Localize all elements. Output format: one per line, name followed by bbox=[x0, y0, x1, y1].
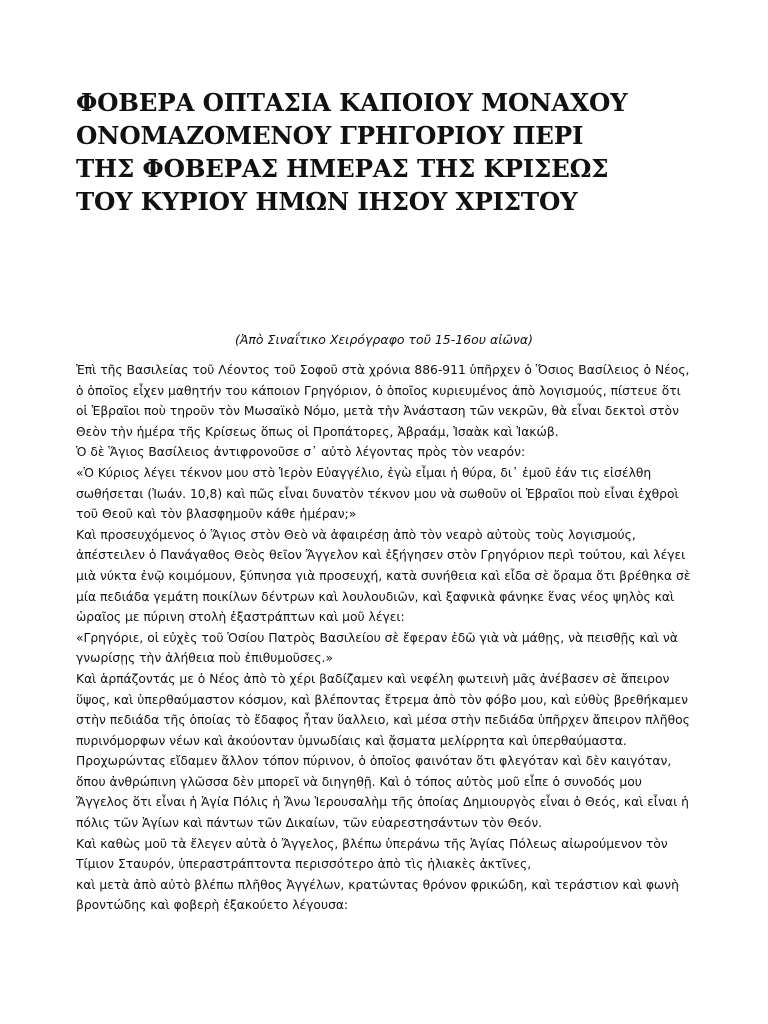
source-subtitle: (Ἀπὸ Σιναΐτικο Χειρόγραφο τοῦ 15-16ου αἰῶνα) bbox=[234, 332, 534, 347]
paragraph: Ἐπὶ τῆς Βασιλείας τοῦ Λέοντος τοῦ Σοφοῦ στὰ χρόνια 886-911 ὑπῆρχεν ὁ Ὅσιος Βασίλειος ὁ Νέος, ὁ ὁποῖος εἶχεν μαθητήν του κάποιον Γρηγόριον, ὁ ὁποῖος κυριευμένος ἀπὸ λογισμούς, πίστευε ὅτι οἱ Ἑβραῖοι ποὺ τηροῦν τὸν Μωσαϊκὸ Νόμο, μετὰ τὴν Ἀνάσταση τῶν νεκρῶν, θὰ εἶναι δεκτοὶ στὸν Θεὸν τὴν ἡμέρα τῆς Κρίσεως ὅπως οἱ Προπάτορες, Ἀβραάμ, Ἰσαὰκ καὶ Ἰακώβ. bbox=[76, 363, 690, 439]
paragraph: Καὶ ἁρπάζοντάς με ὁ Νέος ἀπὸ τὸ χέρι βαδίζαμεν καὶ νεφέλη φωτεινὴ μᾶς ἀνέβασεν σὲ ἄπειρον ὕψος, καὶ ὑπερθαύμαστον κόσμον, καὶ βλέποντας ἔτρεμα ἀπὸ τὸν φόβο μου, καὶ εὐθὺς βρεθήκαμεν στὴν πεδιάδα τῆς ὁποίας τὸ ἔδαφος ἦταν ὕαλλειο, καὶ μέσα στὴν πεδιάδα ὑπῆρχεν ἄπειρον πλῆθος πυρινόμορφων νέων καὶ ἀκούονταν ὑμνωδίαις καὶ ᾄσματα μελίρρητα καὶ ὑπερθαύμαστα. bbox=[76, 671, 690, 748]
paragraph: «Γρηγόριε, οἱ εὐχὲς τοῦ Ὁσίου Πατρὸς Βασιλείου σὲ ἔφεραν ἐδῶ γιὰ νὰ μάθῃς, νὰ πεισθῇς καὶ νὰ γνωρίσῃς τὴν ἀλήθεια ποὺ ἐπιθυμοῦσες.» bbox=[76, 630, 678, 666]
paragraph: Ὁ δὲ Ἅγιος Βασίλειος ἀντιφρονοῦσε σ᾽ αὐτὸ λέγοντας πρὸς τὸν νεαρόν: bbox=[76, 445, 526, 460]
paragraph: Προχωρώντας εἴδαμεν ἄλλον τόπον πύρινον, ὁ ὁποῖος φαινόταν ὅτι φλεγόταν καὶ δὲν καιγόταν, ὅπου ἀνθρώπινη γλῶσσα δὲν μπορεῖ νὰ διηγηθῇ. Καὶ ὁ τόπος αὐτὸς μοῦ εἶπε ὁ συνοδός μου Ἄγγελος ὅτι εἶναι ἡ Ἁγία Πόλις ἡ Ἄνω Ἱερουσαλὴμ τῆς ὁποίας Δημιουργὸς εἶναι ὁ Θεός, καὶ εἶναι ἡ πόλις τῶν Ἁγίων καὶ πάντων τῶν Δικαίων, τῶν εὐαρεστησάντων τὸν Θεόν. bbox=[76, 754, 689, 831]
title-line: ΤΟΥ ΚΥΡΙΟΥ ΗΜΩΝ ΙΗΣΟΥ ΧΡΙΣΤΟΥ bbox=[76, 187, 578, 216]
title-line: ΦΟΒΕΡΑ ΟΠΤΑΣΙΑ ΚΑΠΟΙΟΥ ΜΟΝΑΧΟΥ bbox=[76, 88, 628, 117]
document-title bbox=[76, 86, 716, 218]
paragraph: καὶ μετὰ ἀπὸ αὐτὸ βλέπω πλῆθος Ἀγγέλων, κρατώντας θρόνον φρικώδη, καὶ τεράστιον καὶ φωνὴ βροντώδης καὶ φοβερὴ ἐξακούετο λέγουσα: bbox=[76, 877, 679, 913]
document-body bbox=[76, 360, 696, 916]
title-line: ΟΝΟΜΑΖΟΜΕΝΟΥ ΓΡΗΓΟΡΙΟΥ ΠΕΡΙ bbox=[76, 121, 584, 150]
title-line: ΤΗΣ ΦΟΒΕΡΑΣ ΗΜΕΡΑΣ ΤΗΣ ΚΡΙΣΕΩΣ bbox=[76, 154, 609, 183]
paragraph: «Ὁ Κύριος λέγει τέκνον μου στὸ Ἱερὸν Εὐαγγέλιο, ἐγὼ εἶμαι ἡ θύρα, δι᾽ ἐμοῦ ἐάν τις εἰσέλθη σωθήσεται (Ἰωάν. 10,8) καὶ πῶς εἶναι δυνατὸν τέκνον μου νὰ σωθοῦν οἱ Ἑβραῖοι ποὺ εἶναι ἐχθροὶ τοῦ Θεοῦ καὶ τὸν βλασφημοῦν κάθε ἡμέραν;» bbox=[76, 465, 679, 522]
paragraph: Καὶ καθὼς μοῦ τὰ ἔλεγεν αὐτὰ ὁ Ἄγγελος, βλέπω ὑπεράνω τῆς Ἁγίας Πόλεως αἰωρούμενον τὸν Τίμιον Σταυρόν, ὑπεραστράπτοντα περισσότερο ἀπὸ τὶς ἡλιακὲς ἀκτῖνες, bbox=[76, 836, 668, 872]
paragraph: Καὶ προσευχόμενος ὁ Ἅγιος στὸν Θεὸ νὰ ἀφαιρέσῃ ἀπὸ τὸν νεαρὸ αὐτοὺς τοὺς λογισμούς, ἀπέστειλεν ὁ Πανάγαθος Θεὸς θεῖον Ἄγγελον καὶ ἐξήγησεν στὸν Γρηγόριον περὶ τούτου, καὶ λέγει μιὰ νύκτα ἐνῷ κοιμόμουν, ξύπνησα γιὰ προσευχή, κατὰ συνήθεια καὶ εἶδα σὲ ὄραμα ὅτι βρέθηκα σὲ μία πεδιάδα γεμάτη ποικίλων δέντρων καὶ λουλουδιῶν, καὶ ξαφνικὰ φάνηκε ἕνας νέος ψηλὸς καὶ ὡραῖος με πύρινη στολὴ ἐξαστράπτων καὶ μοῦ λέγει: bbox=[76, 527, 691, 625]
